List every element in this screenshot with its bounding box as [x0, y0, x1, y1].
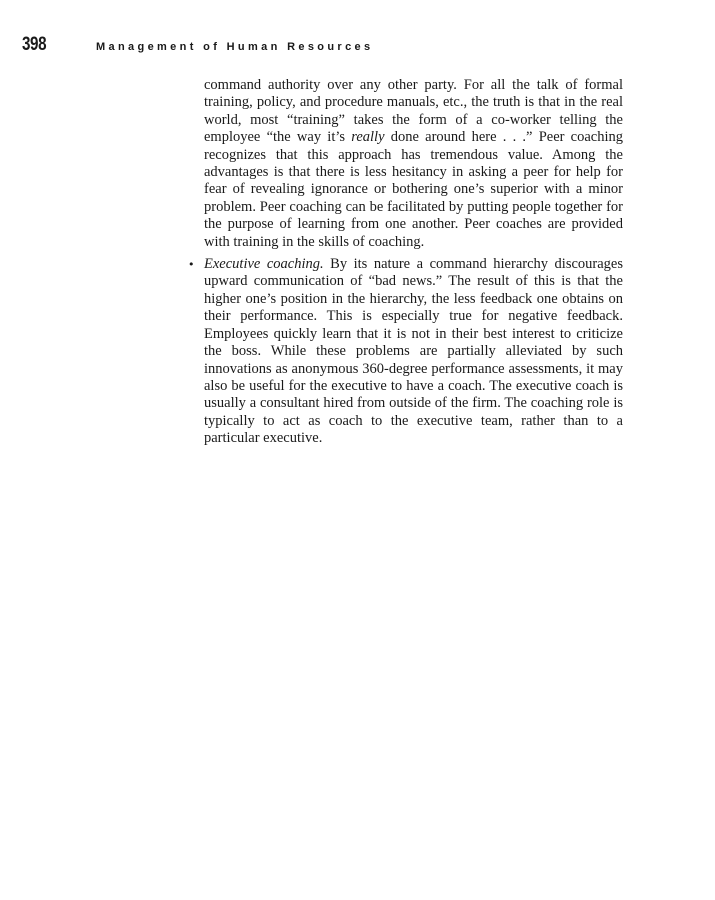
bullet-icon: •: [188, 258, 195, 272]
bullet-term: Executive coaching.: [204, 256, 324, 273]
bullet-text: By its nature a command hierarchy discourages upward communication of “bad news.” The result of this is that the higher one’s position in the hierarchy, the less feedback one obtains on their performance. This is especially true for negative feedback. Employees quickly learn that it is not in their best interest to criticize the boss. While these problems are partially alleviated by such innovations as anonymous 360-degree performance assessments, it may also be useful for the executive to have a coach. The executive coach is usually a consultant hired from outside of the firm. The coaching role is typically to act as coach to the executive team, rather than to a particular executive.: [204, 256, 623, 447]
emphasis-really: really: [351, 129, 385, 146]
running-title: Management of Human Resources: [96, 41, 374, 53]
page-number: 398: [22, 34, 47, 55]
continuation-paragraph: [204, 77, 623, 251]
body-text: [188, 77, 623, 448]
continuation-text-start: command authority over any other party. For all the talk of formal training, policy, and procedure manuals, etc., the truth is that in the real world, most “training” takes the form of a co-worker telling the employee “the way it’s: [204, 77, 623, 146]
continuation-text-end: done around here . . .” Peer coaching recognizes that this approach has tremendous value. Among the advantages is that there is less hesitancy in asking a peer for help for fear of revealing ignorance or bothering one’s superior with a minor problem. Peer coaching can be facilitated by putting people together for the purpose of learning from one another. Peer coaches are provided with training in the skills of coaching.: [204, 129, 623, 250]
running-head: [22, 34, 373, 58]
bullet-executive-coaching: [188, 256, 623, 447]
bullet-paragraph: [204, 256, 623, 447]
